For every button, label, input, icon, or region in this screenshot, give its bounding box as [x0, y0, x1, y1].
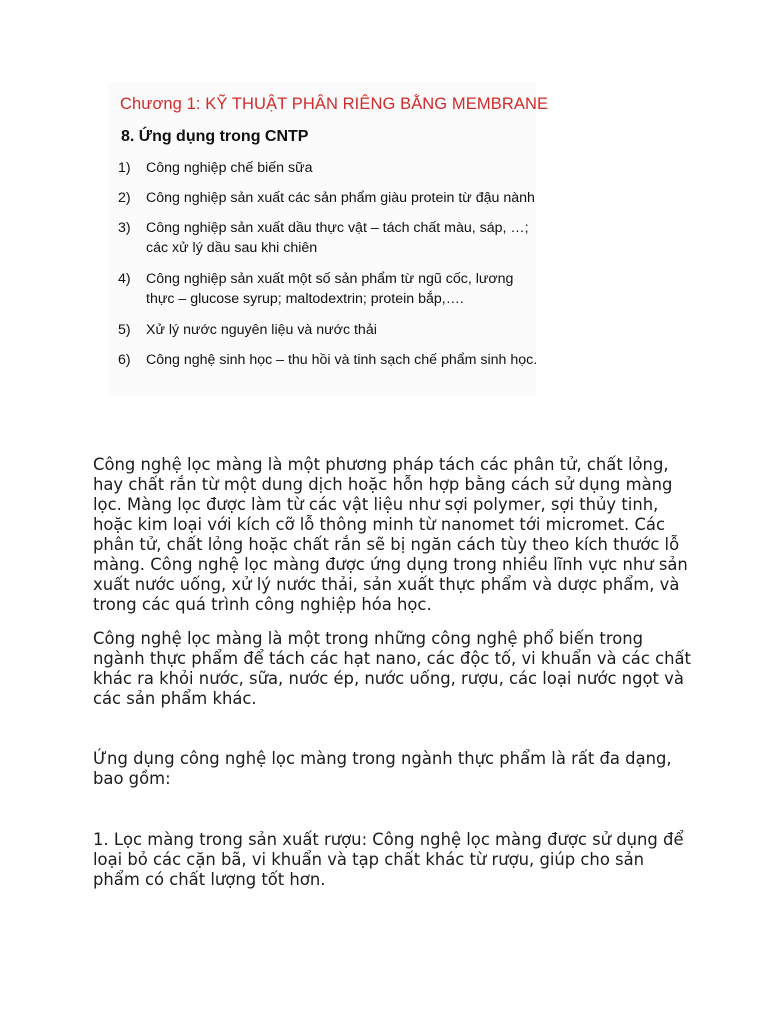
- slide-title: Chương 1: KỸ THUẬT PHÂN RIÊNG BẰNG MEMBRANE: [120, 95, 549, 113]
- list-item-text: Công nghiệp sản xuất các sản phẩm giàu protein từ đậu nành: [146, 190, 535, 206]
- list-item-text-continued: thực – glucose syrup; maltodextrin; protein bắp,….: [146, 291, 464, 307]
- list-item-number: 4): [118, 271, 131, 287]
- slide-image: [108, 82, 549, 396]
- list-item-text: Công nghiệp sản xuất dầu thực vật – tách chất màu, sáp, …;: [146, 220, 529, 236]
- list-item-number: 6): [118, 352, 131, 368]
- list-item: [118, 158, 537, 178]
- paragraph-wine-production: 1. Lọc màng trong sản xuất rượu: Công nghệ lọc màng được sử dụng để loại bỏ các cặn bã, vi khuẩn và tạp chất khác từ rượu, giúp cho sản phẩm có chất lượng tốt hơn.: [93, 830, 684, 889]
- list-item-text: Công nghiệp sản xuất một số sản phẩm từ ngũ cốc, lương: [146, 271, 514, 287]
- list-item: [118, 350, 537, 370]
- paragraph-membrane-definition: Công nghệ lọc màng là một phương pháp tách các phân tử, chất lỏng, hay chất rắn từ một dung dịch hoặc hỗn hợp bằng cách sử dụng màng lọc. Màng lọc được làm từ các vật liệu như sợi polymer, sợi thủy tinh, hoặc kim loại với kích cỡ lỗ thông minh từ nanomet tới micromet. Các phân tử, chất lỏng hoặc chất rắn sẽ bị ngăn cách tùy theo kích thước lỗ màng. Công nghệ lọc màng được ứng dụng trong nhiều lĩnh vực như sản xuất nước uống, xử lý nước thải, sản xuất thực phẩm và dược phẩm, và trong các quá trình công nghiệp hóa học.: [93, 455, 688, 614]
- list-item: [118, 188, 537, 208]
- list-item-text: Công nghiệp chế biến sữa: [146, 160, 313, 176]
- list-item: [118, 218, 537, 258]
- list-item-text: Xử lý nước nguyên liệu và nước thải: [146, 322, 377, 338]
- paragraph-applications-intro: Ứng dụng công nghệ lọc màng trong ngành thực phẩm là rất đa dạng, bao gồm:: [93, 749, 672, 788]
- slide-heading: 8. Ứng dụng trong CNTP: [121, 128, 309, 145]
- list-item-number: 1): [118, 160, 131, 176]
- paragraph-food-industry: Công nghệ lọc màng là một trong những công nghệ phổ biến trong ngành thực phẩm để tách các hạt nano, các độc tố, vi khuẩn và các chất khác ra khỏi nước, sữa, nước ép, nước uống, rượu, các loại nước ngọt và các sản phẩm khác.: [93, 629, 691, 708]
- list-item-number: 5): [118, 322, 131, 338]
- list-item: [118, 320, 537, 340]
- list-item-number: 2): [118, 190, 131, 206]
- list-item-text-continued: các xử lý dầu sau khi chiên: [146, 240, 318, 256]
- list-item-text: Công nghệ sinh học – thu hồi và tinh sạch chế phẩm sinh học.: [146, 352, 538, 368]
- list-item-number: 3): [118, 220, 131, 236]
- document-body: [93, 455, 693, 890]
- slide-list: [118, 158, 537, 380]
- list-item: [118, 269, 537, 309]
